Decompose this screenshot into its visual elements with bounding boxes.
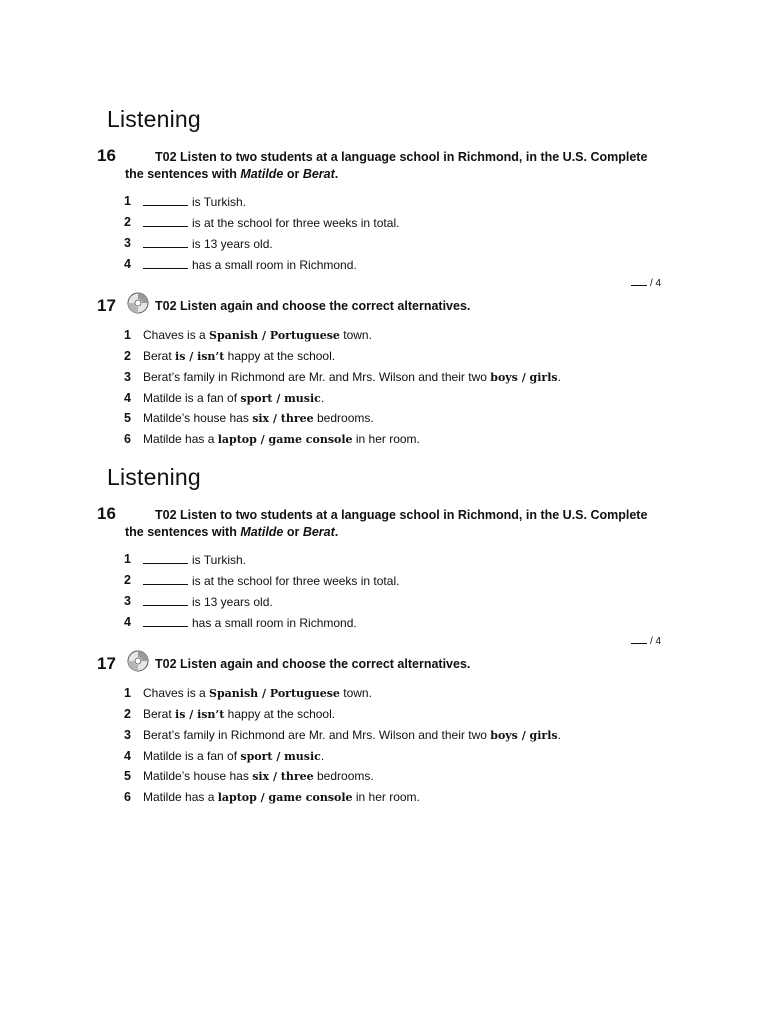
score-blank[interactable] bbox=[631, 277, 647, 286]
exercise-16-number: 16 bbox=[97, 504, 116, 523]
instruction-text: . bbox=[334, 167, 339, 181]
item-text: bedrooms. bbox=[313, 411, 374, 425]
item-number: 4 bbox=[124, 257, 131, 271]
listening-section-1 bbox=[0, 0, 768, 360]
score-total: / 4 bbox=[650, 278, 662, 289]
item-number: 2 bbox=[124, 349, 131, 363]
alternatives-choice[interactable]: sport / music bbox=[240, 392, 321, 405]
item-text: has a small room in Richmond. bbox=[192, 258, 357, 272]
item-number: 5 bbox=[124, 769, 131, 783]
item-text: Matilde has a bbox=[143, 432, 218, 446]
item-number: 2 bbox=[124, 707, 131, 721]
item-number: 5 bbox=[124, 411, 131, 425]
alternatives-choice[interactable]: six / three bbox=[252, 412, 314, 425]
exercise-17-number: 17 bbox=[97, 654, 116, 673]
instruction-text: or bbox=[283, 167, 303, 181]
answer-blank[interactable] bbox=[143, 215, 188, 227]
item-text: Matilde’s house has bbox=[143, 411, 253, 425]
section-heading: Listening bbox=[107, 106, 201, 132]
item-number: 1 bbox=[124, 194, 131, 208]
item-number: 4 bbox=[124, 615, 131, 629]
section-heading: Listening bbox=[107, 464, 201, 490]
exercise-16-instruction bbox=[125, 507, 665, 541]
item-text: is 13 years old. bbox=[192, 237, 273, 251]
item-text: happy at the school. bbox=[224, 707, 336, 721]
item-number: 3 bbox=[124, 728, 131, 742]
item-number: 6 bbox=[124, 790, 131, 804]
item-number: 1 bbox=[124, 328, 131, 342]
answer-blank[interactable] bbox=[143, 573, 188, 585]
item-text: Chaves is a bbox=[143, 328, 210, 342]
item-number: 1 bbox=[124, 686, 131, 700]
alternatives-choice[interactable]: sport / music bbox=[240, 750, 321, 763]
item-text: is at the school for three weeks in total. bbox=[192, 216, 400, 230]
item-text: bedrooms. bbox=[313, 769, 374, 783]
item-text: Matilde has a bbox=[143, 790, 218, 804]
answer-blank[interactable] bbox=[143, 615, 188, 627]
alternatives-choice[interactable]: boys / girls bbox=[490, 371, 558, 384]
item-text: . bbox=[557, 370, 561, 384]
item-text: is Turkish. bbox=[192, 195, 247, 209]
item-text: Berat’s family in Richmond are Mr. and Mrs. Wilson and their two bbox=[143, 370, 491, 384]
item-text: Chaves is a bbox=[143, 686, 210, 700]
item-text: Berat’s family in Richmond are Mr. and Mrs. Wilson and their two bbox=[143, 728, 491, 742]
item-number: 3 bbox=[124, 236, 131, 250]
name-matilde: Matilde bbox=[240, 167, 284, 181]
score-blank[interactable] bbox=[631, 635, 647, 644]
exercise-16-number: 16 bbox=[97, 146, 116, 165]
item-number: 2 bbox=[124, 215, 131, 229]
alternatives-choice[interactable]: is / isn’t bbox=[175, 708, 225, 721]
item-text: Matilde is a fan of bbox=[143, 391, 241, 405]
cd-icon bbox=[127, 292, 149, 314]
item-number: 3 bbox=[124, 594, 131, 608]
item-text: in her room. bbox=[352, 432, 420, 446]
name-berat: Berat bbox=[302, 167, 335, 181]
score-box bbox=[631, 277, 661, 289]
exercise-16-instruction bbox=[125, 149, 665, 183]
listening-section-2 bbox=[0, 358, 768, 718]
item-text: in her room. bbox=[352, 790, 420, 804]
alternatives-choice[interactable]: Spanish / Portuguese bbox=[209, 687, 340, 700]
answer-blank[interactable] bbox=[143, 552, 188, 564]
name-matilde: Matilde bbox=[240, 525, 284, 539]
score-box bbox=[631, 635, 661, 647]
item-number: 1 bbox=[124, 552, 131, 566]
name-berat: Berat bbox=[302, 525, 335, 539]
item-text: . bbox=[320, 391, 325, 405]
item-text: Matilde is a fan of bbox=[143, 749, 241, 763]
item-text: has a small room in Richmond. bbox=[192, 616, 357, 630]
item-text: . bbox=[557, 728, 561, 742]
item-text: is at the school for three weeks in total. bbox=[192, 574, 400, 588]
cd-icon bbox=[127, 650, 149, 672]
answer-blank[interactable] bbox=[143, 257, 188, 269]
alternatives-choice[interactable]: laptop / game console bbox=[217, 433, 353, 446]
item-text: Berat bbox=[143, 349, 176, 363]
alternatives-choice[interactable]: boys / girls bbox=[490, 729, 558, 742]
item-text: . bbox=[320, 749, 325, 763]
alternatives-choice[interactable]: laptop / game console bbox=[217, 791, 353, 804]
item-text: Matilde’s house has bbox=[143, 769, 253, 783]
instruction-text: or bbox=[283, 525, 303, 539]
instruction-text: T02 Listen to two students at a language school in Richmond, in the U.S. Complete the sentences with bbox=[125, 508, 648, 539]
score-total: / 4 bbox=[650, 636, 662, 647]
exercise-17-number: 17 bbox=[97, 296, 116, 315]
item-number: 6 bbox=[124, 432, 131, 446]
item-number: 3 bbox=[124, 370, 131, 384]
item-number: 4 bbox=[124, 391, 131, 405]
item-text: is 13 years old. bbox=[192, 595, 273, 609]
item-text: is Turkish. bbox=[192, 553, 247, 567]
item-number: 4 bbox=[124, 749, 131, 763]
item-number: 2 bbox=[124, 573, 131, 587]
answer-blank[interactable] bbox=[143, 594, 188, 606]
item-text: town. bbox=[339, 328, 372, 342]
instruction-text: T02 Listen to two students at a language school in Richmond, in the U.S. Complete the sentences with bbox=[125, 150, 648, 181]
instruction-text: . bbox=[334, 525, 339, 539]
exercise-17-instruction: T02 Listen again and choose the correct alternatives. bbox=[155, 299, 471, 313]
alternatives-choice[interactable]: six / three bbox=[252, 770, 314, 783]
item-text: town. bbox=[339, 686, 372, 700]
answer-blank[interactable] bbox=[143, 236, 188, 248]
answer-blank[interactable] bbox=[143, 194, 188, 206]
item-text: Berat bbox=[143, 707, 176, 721]
alternatives-choice[interactable]: is / isn’t bbox=[175, 350, 225, 363]
exercise-17-instruction: T02 Listen again and choose the correct alternatives. bbox=[155, 657, 471, 671]
item-text: happy at the school. bbox=[224, 349, 336, 363]
alternatives-choice[interactable]: Spanish / Portuguese bbox=[209, 329, 340, 342]
